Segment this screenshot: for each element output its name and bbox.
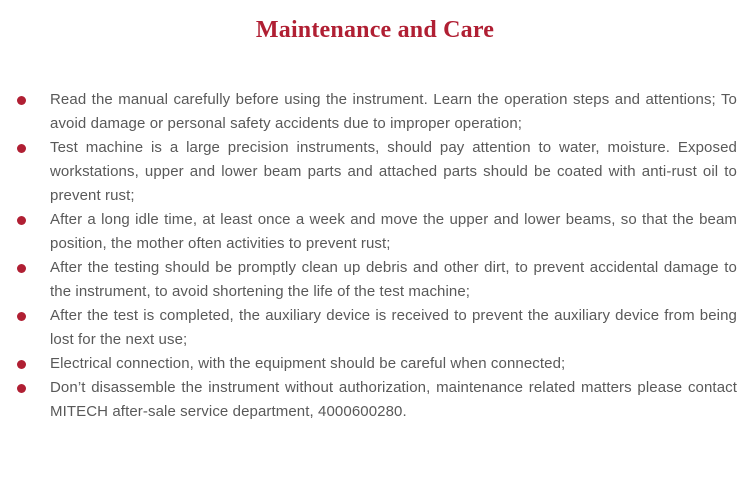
list-item — [50, 208, 737, 256]
list-item-text: Don’t disassemble the instrument without authorization, maintenance related matters please contact MITECH after-sale service department, 4000600280. — [50, 379, 737, 420]
list-item — [50, 88, 737, 136]
list-item-text: After a long idle time, at least once a week and move the upper and lower beams, so that the beam position, the mother often activities to prevent rust; — [50, 211, 737, 252]
list-item — [50, 304, 737, 352]
list-item-text: Electrical connection, with the equipment should be careful when connected; — [50, 355, 566, 372]
list-item — [50, 136, 737, 208]
list-item-text: Read the manual carefully before using the instrument. Learn the operation steps and attentions; To avoid damage or personal safety accidents due to improper operation; — [50, 91, 737, 132]
page-title: Maintenance and Care — [255, 17, 495, 43]
list-item-text: After the testing should be promptly clean up debris and other dirt, to prevent accidental damage to the instrument, to avoid shortening the life of the test machine; — [50, 259, 737, 300]
bullet-icon — [17, 264, 26, 273]
bullet-icon — [17, 312, 26, 321]
list-item-text: Test machine is a large precision instruments, should pay attention to water, moisture. Exposed workstations, upper and lower beam parts and attached parts should be coated with anti-rust oil to prevent rust; — [50, 139, 737, 204]
list-item — [50, 256, 737, 304]
bullet-icon — [17, 144, 26, 153]
maintenance-list — [0, 88, 750, 424]
bullet-icon — [17, 384, 26, 393]
list-item — [50, 376, 737, 424]
bullet-icon — [17, 216, 26, 225]
list-item — [50, 352, 737, 376]
bullet-icon — [17, 96, 26, 105]
bullet-icon — [17, 360, 26, 369]
list-item-text: After the test is completed, the auxiliary device is received to prevent the auxiliary device from being lost for the next use; — [50, 307, 737, 348]
